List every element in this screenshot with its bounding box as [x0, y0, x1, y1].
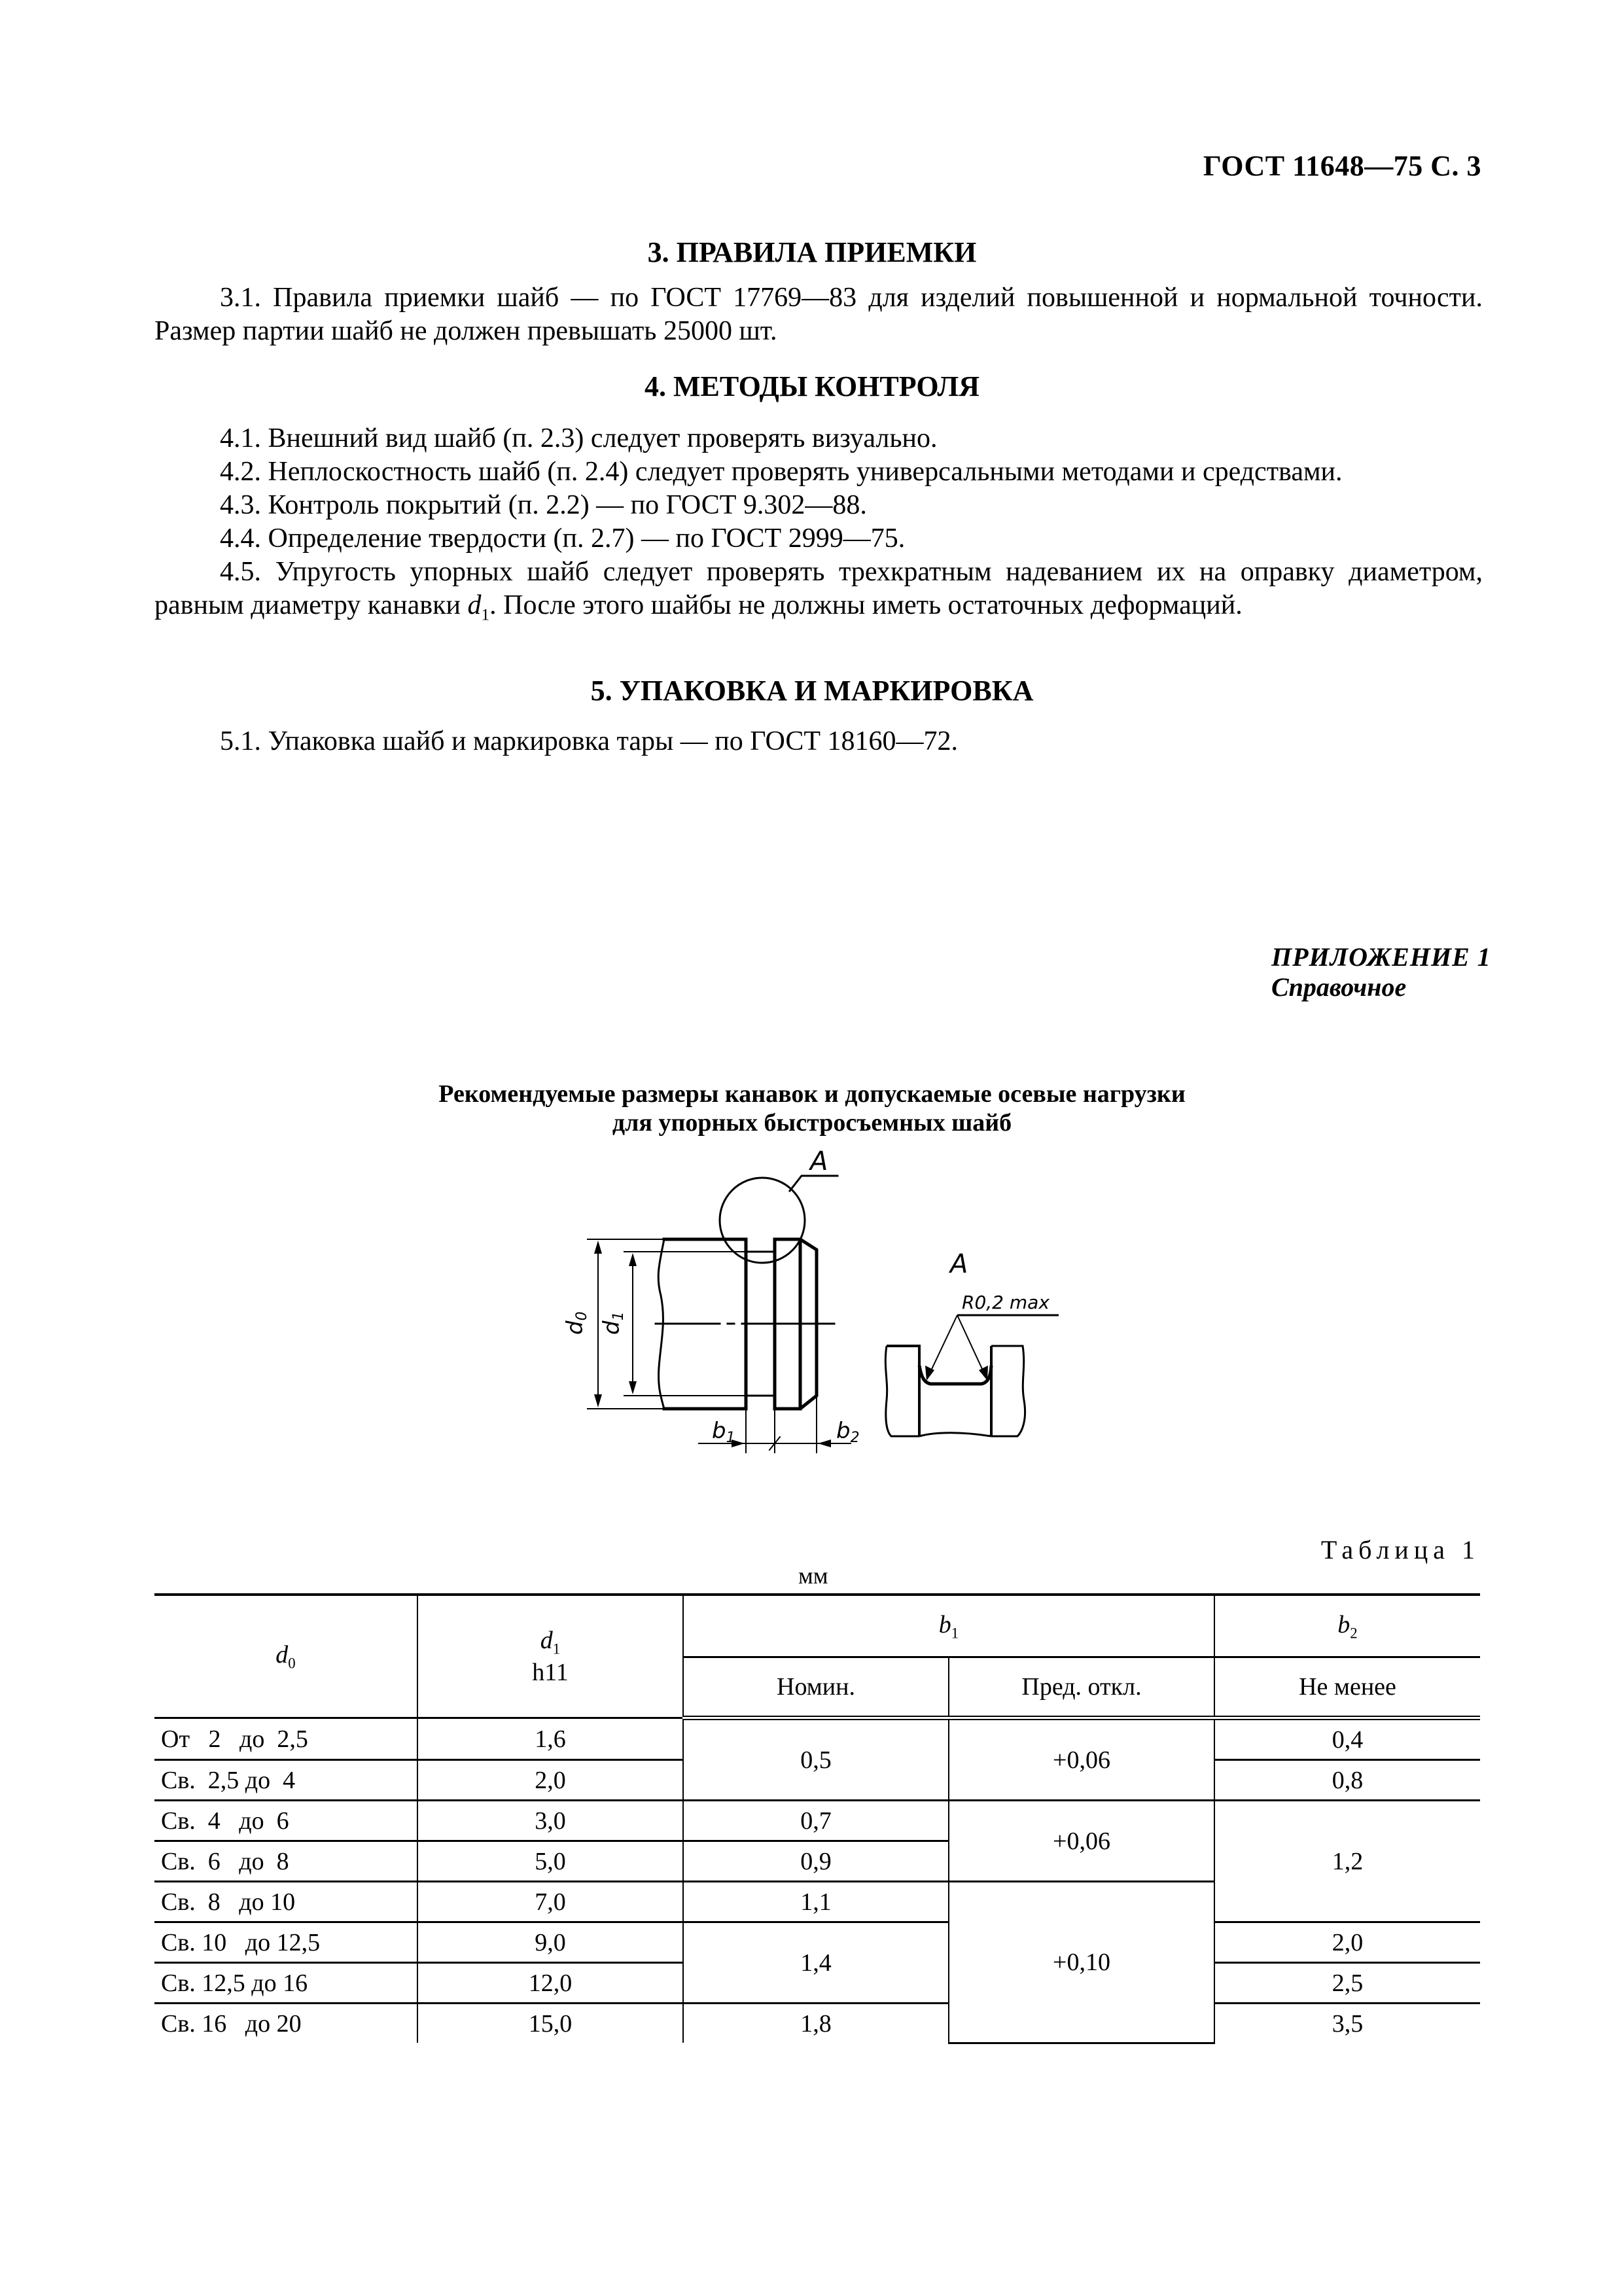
header-b2-min: Не менее — [1214, 1657, 1480, 1718]
b2-label: b2 — [836, 1418, 860, 1446]
table-row: От 2 до 2,5 1,6 0,5 +0,06 0,4 — [154, 1718, 1480, 1760]
paragraph-4-3: 4.3. Контроль покрытий (п. 2.2) — по ГОСТ 9.302—88. — [220, 490, 867, 520]
table-row: Св. 2,5 до 4 2,0 0,8 — [154, 1760, 1480, 1801]
appendix-type: Справочное — [1271, 972, 1407, 1002]
paragraph-4-1: 4.1. Внешний вид шайб (п. 2.3) следует проверять визуально. — [220, 423, 938, 453]
table-units: мм — [798, 1563, 828, 1589]
paragraph-4-4: 4.4. Определение твердости (п. 2.7) — по ГОСТ 2999—75. — [220, 523, 906, 554]
section-title-3: 3. ПРАВИЛА ПРИЕМКИ — [647, 236, 977, 268]
section-title-4: 4. МЕТОДЫ КОНТРОЛЯ — [644, 370, 980, 402]
header-b2: $b_2$ — [1214, 1595, 1480, 1657]
d0-label: d0 — [562, 1311, 590, 1335]
paragraph-4-2: 4.2. Неплоскостность шайб (п. 2.4) следует проверять универсальными методами и средствами. — [220, 457, 1343, 487]
appendix-number: ПРИЛОЖЕНИЕ 1 — [1271, 942, 1491, 972]
section-title-5: 5. УПАКОВКА И МАРКИРОВКА — [590, 675, 1034, 707]
d1-label: d1 — [599, 1311, 627, 1335]
header-b1-deviation: Пред. откл. — [949, 1657, 1214, 1718]
table-row: Св. 6 до 8 5,0 0,9 — [154, 1841, 1480, 1882]
header-d1: $d_1$ h11 — [417, 1595, 683, 1718]
appendix-label — [1271, 942, 1491, 1002]
page-header: ГОСТ 11648—75 С. 3 — [1203, 150, 1481, 182]
paragraph-3-1: 3.1. Правила приемки шайб — по ГОСТ 17769—83 для изделий повышенной и нормальной точности. Размер партии шайб не должен превышать 25000 шт. — [154, 283, 1483, 346]
table-caption: Таблица 1 — [1320, 1535, 1480, 1564]
header-b1-nominal: Номин. — [683, 1657, 949, 1718]
header-d0: $d_0$ — [154, 1595, 417, 1718]
table-row: Св. 10 до 12,5 9,0 1,4 2,0 — [154, 1922, 1480, 1963]
header-b1: $b_1$ — [683, 1595, 1214, 1657]
paragraph-4-5: 4.5. Упругость упорных шайб следует проверять трехкратным надеванием их на оправку диаметром, равным диаметру канавки $d_1$. После этого шайбы не должны иметь остаточных деформаций. — [154, 557, 1483, 624]
table-row: Св. 12,5 до 16 12,0 2,5 — [154, 1963, 1480, 2004]
detail-callout-label: A — [810, 1146, 828, 1176]
table-row: Св. 16 до 20 15,0 1,8 3,5 — [154, 2004, 1480, 2043]
table-row: Св. 8 до 10 7,0 1,1 +0,10 — [154, 1882, 1480, 1922]
groove-dimensions-table — [154, 1593, 1480, 2044]
figure-title: Рекомендуемые размеры канавок и допускаемые осевые нагрузки для упорных быстросъемных шайб — [438, 1080, 1186, 1137]
radius-note: R0,2 max — [962, 1292, 1050, 1313]
groove-drawing — [556, 1125, 1080, 1518]
table-row: Св. 4 до 6 3,0 0,7 +0,06 1,2 — [154, 1801, 1480, 1841]
b1-label: b1 — [712, 1418, 735, 1446]
paragraph-5-1: 5.1. Упаковка шайб и маркировка тары — по ГОСТ 18160—72. — [220, 726, 958, 756]
detail-view-label: A — [950, 1249, 968, 1279]
